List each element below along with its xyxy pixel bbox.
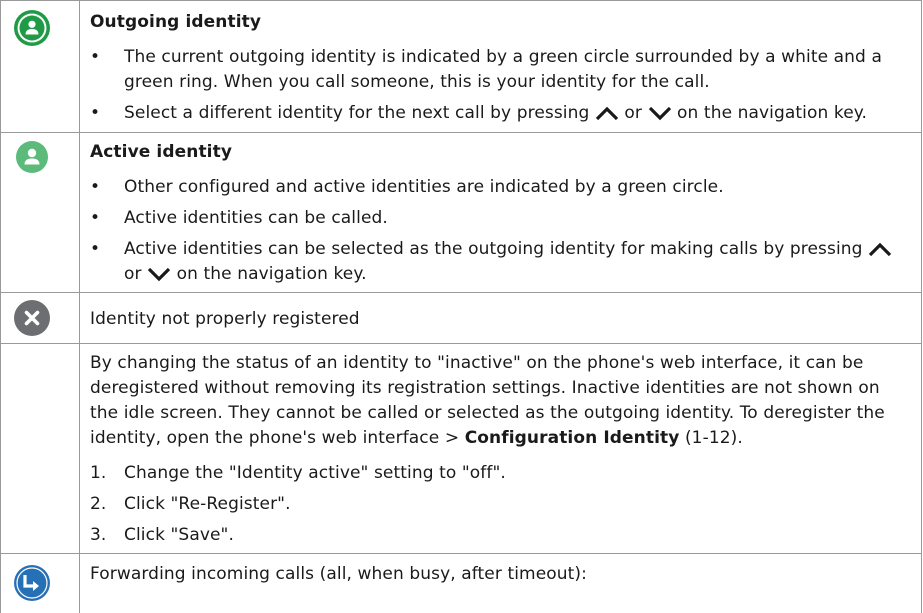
row-active-identity: [0, 132, 922, 292]
outgoing-bullet-1: • The current outgoing identity is indicated by a green circle surrounded by a white and a green ring. When you call someone, this is your identity for the call.: [90, 45, 912, 95]
chevron-down-icon: [648, 105, 672, 121]
row-inactive-identity: [0, 343, 922, 553]
active-content: [90, 140, 912, 287]
chevron-up-icon: [595, 105, 619, 121]
chevron-up-icon: [868, 241, 892, 257]
grey-x-icon: [13, 299, 51, 337]
row-not-registered: [0, 292, 922, 343]
notreg-text: Identity not properly registered: [90, 309, 360, 329]
row-forwarding: [0, 553, 922, 613]
active-title: Active identity: [90, 142, 233, 162]
outgoing-bullet-2: • Select a different identity for the next call by pressing or on the navigation key.: [90, 101, 912, 126]
chevron-down-icon: [147, 266, 171, 282]
inactive-content: [90, 351, 912, 548]
row-outgoing-identity: [0, 0, 922, 132]
step-2: 2. Click "Re-Register".: [90, 494, 291, 514]
outgoing-title: Outgoing identity: [90, 12, 262, 32]
green-ringed-person-icon: [13, 9, 51, 47]
green-person-icon: [13, 138, 51, 176]
step-1: 1. Change the "Identity active" setting to "off".: [90, 463, 506, 483]
step-3: 3. Click "Save".: [90, 525, 234, 545]
active-bullet-2: • Active identities can be called.: [90, 206, 912, 231]
inactive-paragraph: By changing the status of an identity to "inactive" on the phone's web interface, it can be deregistered without removing its registration settings. Inactive identities are not shown on the idle screen. They cannot be called or selected as the outgoing identity. To deregister the identity, open the phone's web interface > Configuration Identity (1-12).: [90, 353, 885, 448]
active-bullet-3: • Active identities can be selected as the outgoing identity for making calls by pressing or on the navigation key.: [90, 237, 912, 287]
configuration-identity-path: Configuration Identity: [464, 428, 680, 448]
outgoing-content: [90, 10, 912, 126]
forward-text: Forwarding incoming calls (all, when busy, after timeout):: [90, 564, 587, 584]
active-bullet-1: • Other configured and active identities are indicated by a green circle.: [90, 175, 912, 200]
blue-forward-arrow-icon: [13, 564, 51, 602]
